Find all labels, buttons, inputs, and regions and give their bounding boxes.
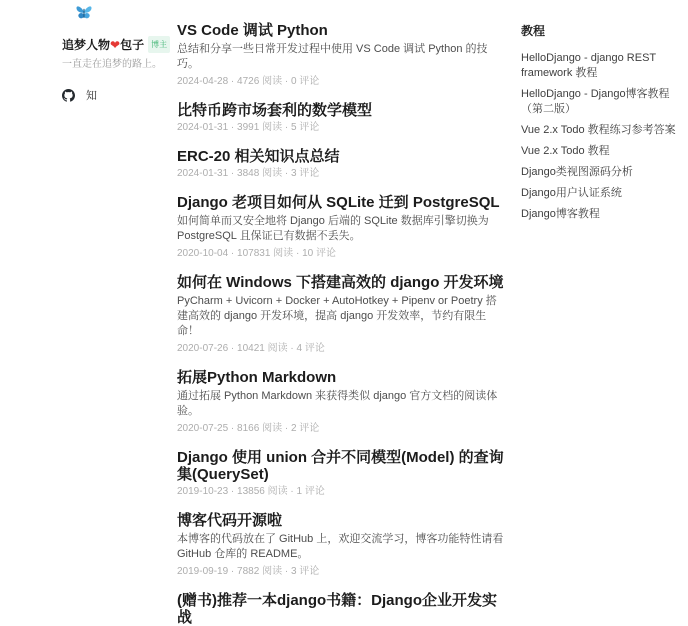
post-item	[177, 512, 507, 578]
post-meta: 2024-01-31 · 3991 阅读 · 5 评论	[177, 122, 320, 133]
site-title-part2: 包子	[120, 38, 145, 52]
tutorial-link[interactable]: Vue 2.x Todo 教程	[521, 145, 610, 157]
post-item	[177, 592, 507, 626]
site-title-link[interactable]	[62, 36, 177, 53]
social-links	[62, 87, 177, 103]
post-excerpt: PyCharm + Uvicorn + Docker + AutoHotkey + Pipenv or Poetry 搭建高效的 django 开发环境，提高 django 开发效率，节约有限生命！	[177, 295, 497, 337]
post-list	[177, 0, 507, 626]
post-title-link[interactable]: Django 使用 union 合并不同模型(Model) 的查询集(QuerySet)	[177, 449, 504, 483]
post-title-link[interactable]: 如何在 Windows 下搭建高效的 django 开发环境	[177, 274, 504, 291]
post-meta: 2024-04-28 · 4726 阅读 · 0 评论	[177, 76, 320, 87]
post-item	[177, 102, 507, 134]
butterfly-icon	[74, 4, 94, 21]
tutorial-link[interactable]: Vue 2.x Todo 教程练习参考答案	[521, 124, 676, 136]
post-meta: 2020-07-25 · 8166 阅读 · 2 评论	[177, 423, 320, 434]
tutorial-link[interactable]: Django博客教程	[521, 208, 600, 220]
site-tagline: 一直走在追梦的路上。	[62, 59, 162, 70]
github-icon	[62, 89, 75, 102]
post-meta: 2020-10-04 · 107831 阅读 · 10 评论	[177, 248, 336, 259]
post-excerpt: 通过拓展 Python Markdown 来获得类似 django 官方文档的阅读体验。	[177, 390, 498, 417]
post-item	[177, 449, 507, 498]
github-link[interactable]	[62, 89, 75, 102]
post-title-link[interactable]: ERC-20 相关知识点总结	[177, 148, 340, 165]
tutorial-link[interactable]: HelloDjango - django REST framework 教程	[521, 52, 656, 79]
post-title-link[interactable]: 博客代码开源啦	[177, 512, 283, 529]
tutorial-link[interactable]: HelloDjango - Django博客教程（第二版）	[521, 88, 670, 115]
post-excerpt: 如何简单而又安全地将 Django 后端的 SQLite 数据库引擎切换为 PostgreSQL 且保证已有数据不丢失。	[177, 215, 489, 242]
post-item	[177, 194, 507, 260]
post-title-link[interactable]: 拓展Python Markdown	[177, 369, 337, 386]
post-item	[177, 148, 507, 180]
profile-sidebar	[62, 0, 177, 512]
zhihu-icon: 知	[86, 90, 97, 102]
post-item	[177, 369, 507, 435]
post-title-link[interactable]: 比特币跨市场套利的数学模型	[177, 102, 373, 119]
tutorials-header: 教程	[521, 24, 546, 38]
post-title-link[interactable]: VS Code 调试 Python	[177, 22, 328, 39]
heart-icon: ❤	[110, 38, 121, 52]
blogger-badge: 博主	[148, 36, 170, 53]
post-excerpt: 本博客的代码放在了 GitHub 上，欢迎交流学习，博客功能特性请看 GitHub 仓库的 README。	[177, 533, 504, 560]
post-item	[177, 22, 507, 88]
tutorials-sidebar	[521, 0, 676, 512]
site-logo-link[interactable]	[74, 4, 165, 26]
post-item	[177, 274, 507, 355]
post-title-link[interactable]: Django 老项目如何从 SQLite 迁到 PostgreSQL	[177, 194, 500, 211]
post-meta: 2019-10-23 · 13856 阅读 · 1 评论	[177, 486, 325, 497]
post-meta: 2024-01-31 · 3848 阅读 · 3 评论	[177, 168, 320, 179]
post-title-link[interactable]: (赠书)推荐一本django书籍：Django企业开发实战	[177, 592, 497, 626]
tutorial-link[interactable]: Django类视图源码分析	[521, 166, 633, 178]
site-title-part1: 追梦人物	[62, 38, 111, 52]
post-meta: 2019-09-19 · 7882 阅读 · 3 评论	[177, 566, 320, 577]
tutorial-link[interactable]: Django用户认证系统	[521, 187, 622, 199]
post-meta: 2020-07-26 · 10421 阅读 · 4 评论	[177, 343, 325, 354]
zhihu-link[interactable]	[86, 87, 97, 103]
post-excerpt: 总结和分享一些日常开发过程中使用 VS Code 调试 Python 的技巧。	[177, 43, 488, 70]
